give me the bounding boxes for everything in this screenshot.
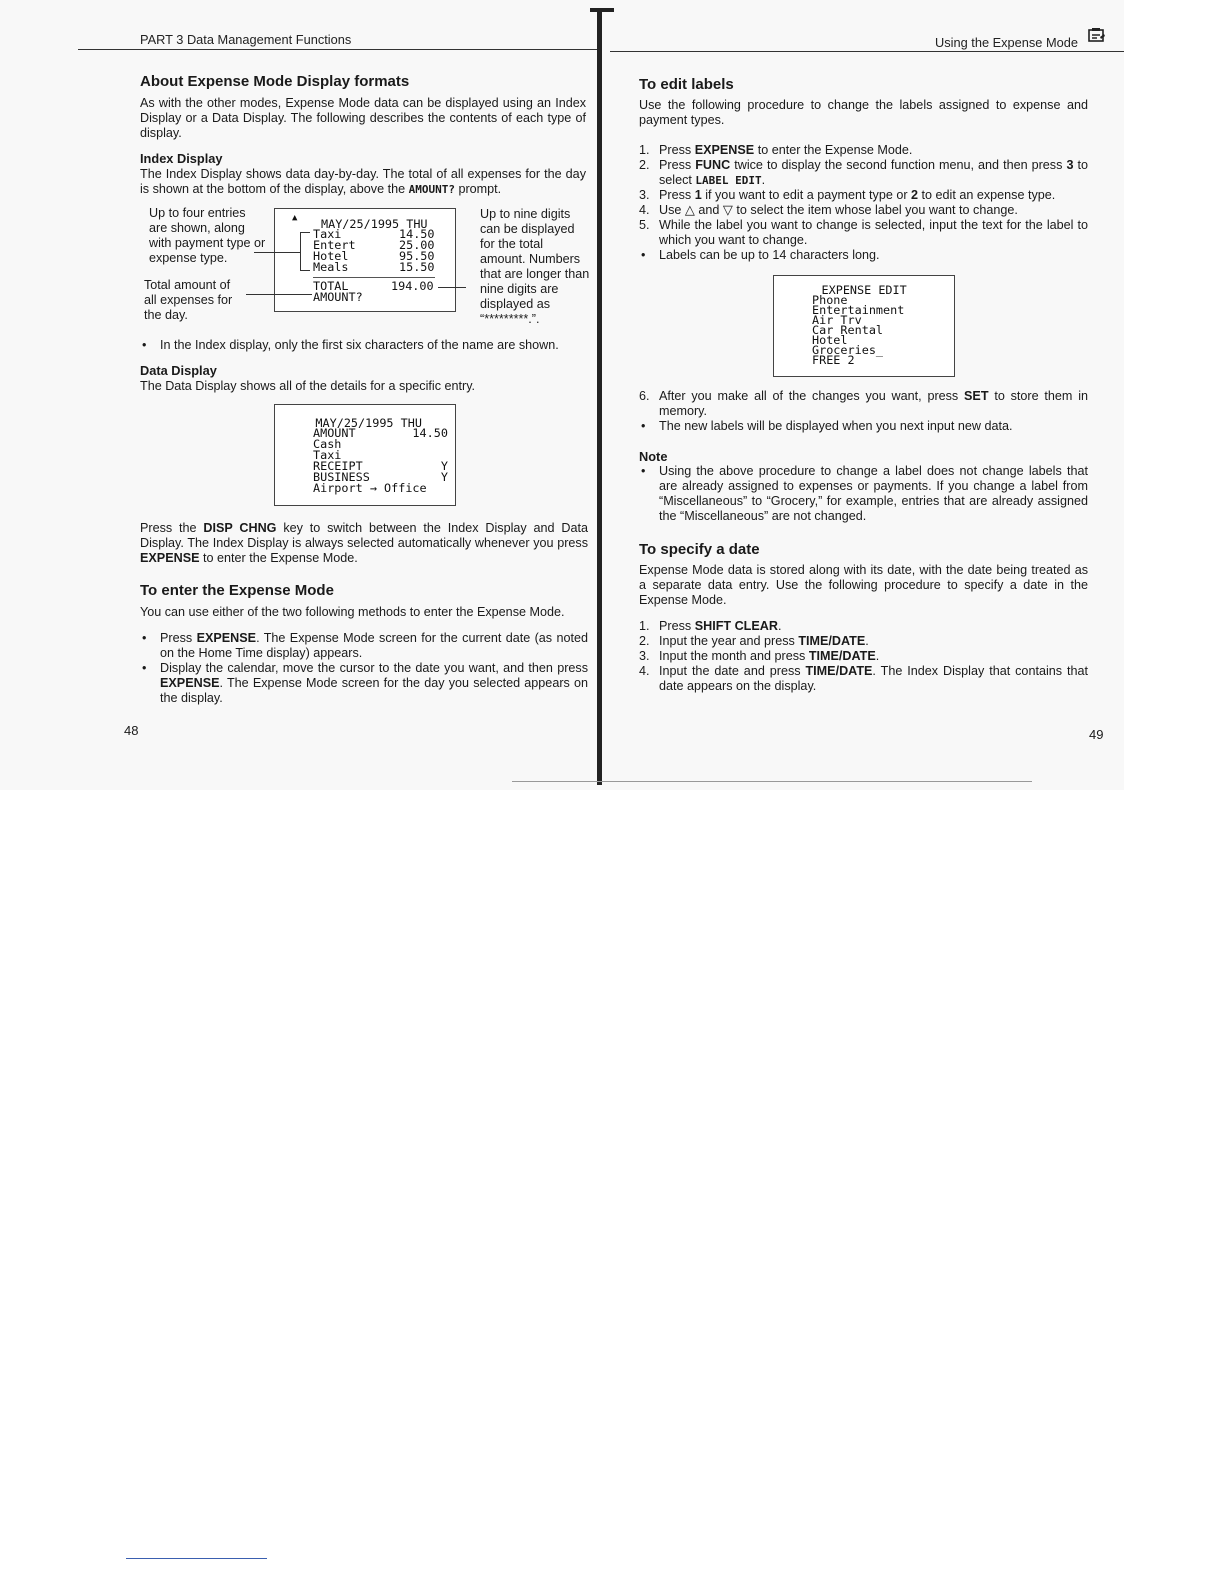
- enter-mode-methods: [140, 631, 588, 706]
- step-6-notes: [639, 419, 1088, 434]
- edit-labels-notes: [639, 248, 1088, 263]
- list-item: 4. Input the date and press TIME/DATE. The Index Display that contains that date appears on the display.: [639, 664, 1088, 693]
- callout-entries: Up to four entries are shown, along with payment type or expense type.: [149, 206, 266, 265]
- callout-nine-digits: Up to nine digits can be displayed for the total amount. Numbers that are longer than nine digits are displayed as “*********.”.: [480, 207, 590, 326]
- specify-date-intro: Expense Mode data is stored along with its date, with the date being treated as a separate data entry. Use the following procedure to specify a date in the Expense Mode.: [639, 563, 1088, 607]
- lcd-entry-label: Entert: [313, 238, 356, 252]
- right-header-rule: [610, 51, 1124, 52]
- data-display-text: The Data Display shows all of the details for a specific entry.: [140, 379, 476, 393]
- lcd-date: MAY/25/1995 THU: [321, 217, 428, 231]
- specify-date-steps: [639, 619, 1088, 694]
- lcd-line: AMOUNT 14.50: [313, 426, 448, 440]
- lcd-entry-amount: 15.50: [399, 260, 435, 274]
- edit-labels-intro: Use the following procedure to change the labels assigned to expense and payment types.: [639, 98, 1088, 127]
- lcd-line: Entertainment: [812, 303, 905, 317]
- callout-bracket: [300, 232, 301, 271]
- list-item: 6. After you make all of the changes you want, press SET to store them in memory.: [639, 389, 1088, 418]
- lcd-line: FREE 2: [812, 353, 855, 367]
- index-display-text: The Index Display shows data day-by-day. The total of all expenses for the day is shown at the bottom of the display, above the AMOUNT? prompt.: [140, 167, 586, 196]
- lcd-line: Airport → Office: [313, 481, 427, 495]
- lcd-total-value: 194.00: [391, 279, 434, 293]
- callout-bracket: [300, 270, 310, 271]
- list-item: 2. Press FUNC twice to display the second function menu, and then press 3 to select LABEL EDIT.: [639, 158, 1088, 187]
- expense-edit-screen: [773, 275, 955, 377]
- section-title-display-formats: About Expense Mode Display formats: [140, 73, 410, 90]
- enter-mode-intro: You can use either of the two following methods to enter the Expense Mode.: [140, 605, 565, 619]
- list-item: 3. Input the month and press TIME/DATE.: [639, 649, 880, 663]
- lcd-line: Air Trv: [812, 313, 862, 327]
- data-display-heading: Data Display: [140, 363, 217, 378]
- lcd-line: Hotel: [812, 333, 848, 347]
- lcd-entry-label: Taxi: [313, 227, 342, 241]
- note-heading: Note: [639, 449, 668, 464]
- data-display-screen: [274, 404, 456, 506]
- lcd-line: RECEIPT Y: [313, 459, 448, 473]
- edit-labels-step-6: [639, 389, 1088, 419]
- index-display-notes: [140, 338, 586, 353]
- section-title-enter-mode: To enter the Expense Mode: [140, 582, 334, 599]
- lcd-entry-label: Meals: [313, 260, 349, 274]
- lcd-line: Car Rental: [812, 323, 884, 337]
- left-page-header: PART 3 Data Management Functions: [140, 32, 352, 47]
- lcd-line: Phone: [812, 293, 848, 307]
- list-item: • Using the above procedure to change a label does not change labels that are already assigned to expenses or payments. If you change a label from “Miscellaneous” to “Grocery,” for example, entries that are already assigned the “Miscellaneous” are not changed.: [639, 464, 1088, 524]
- section-title-edit-labels: To edit labels: [639, 76, 734, 93]
- list-item: • In the Index display, only the first six characters of the name are shown.: [140, 338, 586, 353]
- callout-bracket: [300, 232, 310, 233]
- lcd-line: BUSINESS Y: [313, 470, 448, 484]
- display-switch-text: Press the DISP CHNG key to switch between the Index Display and Data Display. The Index Display is always selected automatically whenever you press EXPENSE to enter the Expense Mode.: [140, 521, 588, 565]
- footer-rule: [126, 1558, 267, 1559]
- callout-line: [254, 252, 300, 253]
- lcd-line: Taxi: [313, 448, 342, 462]
- lcd-title: EXPENSE EDIT: [786, 283, 907, 297]
- list-item: 4. Use △ and ▽ to select the item whose label you want to change.: [639, 203, 1018, 218]
- right-page-header: Using the Expense Mode: [935, 35, 1078, 50]
- right-page-number: 49: [1089, 727, 1104, 742]
- up-triangle-icon: △: [684, 203, 695, 218]
- section-title-specify-date: To specify a date: [639, 541, 760, 558]
- book-spine: [597, 10, 602, 785]
- left-header-rule: [78, 49, 598, 50]
- lcd-line: Groceries_: [812, 343, 884, 357]
- note-list: [639, 464, 1088, 524]
- list-item: • The new labels will be displayed when you next input new data.: [639, 419, 1088, 434]
- list-item: • Press EXPENSE. The Expense Mode screen for the current date (as noted on the Home Time display) appears.: [140, 631, 588, 661]
- index-display-screen: [274, 208, 456, 312]
- list-item: 5. While the label you want to change is selected, input the text for the label to which you want to change.: [639, 218, 1088, 247]
- callout-line: [246, 294, 312, 295]
- scroll-up-icon: ▲: [292, 213, 298, 223]
- left-page-number: 48: [124, 723, 139, 738]
- bottom-edge-rule: [512, 781, 1032, 782]
- callout-total-amount: Total amount of all expenses for the day.: [144, 278, 233, 322]
- edit-labels-steps: [639, 143, 1088, 248]
- lcd-entry-amount: 95.50: [399, 249, 435, 263]
- list-item: 1. Press SHIFT CLEAR.: [639, 619, 782, 633]
- list-item: 1. Press EXPENSE to enter the Expense Mode.: [639, 143, 913, 157]
- list-item: 3. Press 1 if you want to edit a payment type or 2 to edit an expense type.: [639, 188, 1056, 202]
- lcd-entry-amount: 14.50: [399, 227, 435, 241]
- list-item: • Labels can be up to 14 characters long.: [639, 248, 1088, 263]
- list-item: • Display the calendar, move the cursor to the date you want, and then press EXPENSE. The Expense Mode screen for the day you selected appears on the display.: [140, 661, 588, 706]
- display-formats-intro: As with the other modes, Expense Mode data can be displayed using an Index Display or a Data Display. The following describes the contents of each type of display.: [140, 96, 586, 140]
- down-triangle-icon: ▽: [722, 203, 733, 218]
- expense-mode-icon: [1087, 27, 1107, 45]
- lcd-line: Cash: [313, 437, 342, 451]
- book-spine-cap: [590, 8, 614, 12]
- lcd-total-divider: [313, 277, 435, 278]
- list-item: 2. Input the year and press TIME/DATE.: [639, 634, 869, 648]
- lcd-total-label: TOTAL: [313, 279, 349, 293]
- index-display-heading: Index Display: [140, 151, 223, 166]
- callout-line: [438, 287, 466, 288]
- lcd-amount-prompt: AMOUNT?: [313, 290, 363, 304]
- lcd-entry-label: Hotel: [313, 249, 349, 263]
- lcd-entry-amount: 25.00: [399, 238, 435, 252]
- lcd-line: MAY/25/1995 THU: [287, 416, 422, 430]
